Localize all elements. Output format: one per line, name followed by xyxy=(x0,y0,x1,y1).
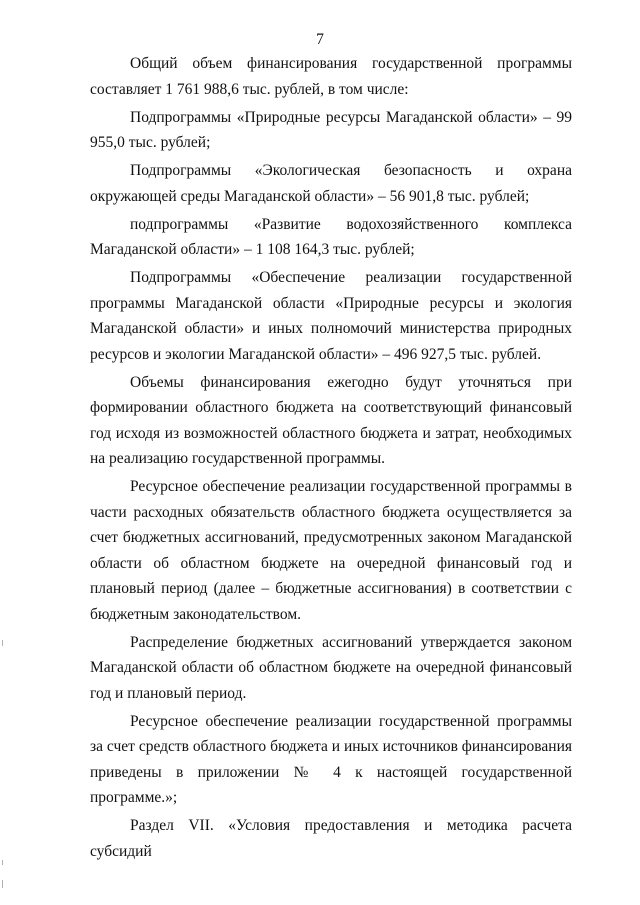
page-number: 7 xyxy=(316,31,324,48)
paragraph-subprogram-water-management: подпрограммы «Развитие водохозяйственного комплекса Магаданской области» – 1 108 164,3 тыс. рублей; xyxy=(90,215,572,258)
paragraph-resource-provision: Ресурсное обеспечение реализации государственной программы в части расходных обязательств областного бюджета осуществляется за счет бюджетных ассигнований, предусмотренных законом Магаданской области об областном бюджете на очередной финансовый год и плановый период (далее – бюджетные ассигнования) в соответствии с бюджетным законодательством. xyxy=(90,478,572,623)
paragraph-total-funding: Общий объем финансирования государственной программы составляет 1 761 988,6 тыс. рублей, в том числе: xyxy=(90,55,572,98)
paragraph-section-heading: Раздел VII. «Условия предоставления и методика расчета субсидий xyxy=(90,817,572,860)
scan-artifact xyxy=(2,860,3,865)
scan-artifact xyxy=(2,640,3,646)
paragraph-subprogram-ecological-safety: Подпрограммы «Экологическая безопасность и охрана окружающей среды Магаданской области» – 56 901,8 тыс. рублей; xyxy=(90,162,572,205)
scan-artifact xyxy=(2,880,3,888)
paragraph-annual-adjustment: Объемы финансирования ежегодно будут уточняться при формировании областного бюджета на соответствующий финансовый год исходя из возможностей областного бюджета и затрат, необходимых на реализацию государственной программы. xyxy=(90,373,572,467)
paragraph-subprogram-implementation: Подпрограммы «Обеспечение реализации государственной программы Магаданской области «Природные ресурсы и экология Магаданской области» и иных полномочий министерства природных ресурсов и экологии Магаданской области» – 496 927,5 тыс. рублей. xyxy=(90,269,572,363)
document-body xyxy=(90,51,572,867)
paragraph-subprogram-natural-resources: Подпрограммы «Природные ресурсы Магаданской области» – 99 955,0 тыс. рублей; xyxy=(90,108,572,151)
paragraph-allocation: Распределение бюджетных ассигнований утверждается законом Магаданской области об областном бюджете на очередной финансовый год и плановый период. xyxy=(90,633,572,702)
paragraph-appendix-reference: Ресурсное обеспечение реализации государственной программы за счет средств областного бюджета и иных источников финансирования приведены в приложении № 4 к настоящей государственной программе.»; xyxy=(90,712,572,806)
